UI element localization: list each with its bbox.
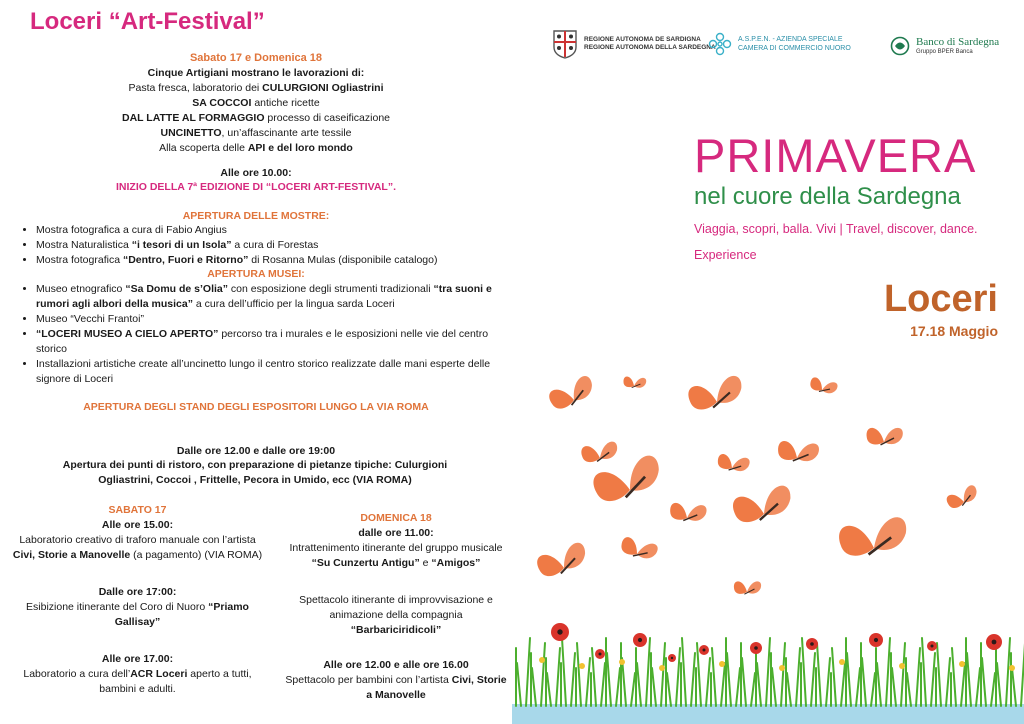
domenica-event-text-segment: e bbox=[419, 557, 432, 569]
sabato-event bbox=[10, 585, 265, 630]
yellow-flower bbox=[839, 659, 845, 665]
regione-line2: REGIONE AUTONOMA DELLA SARDEGNA bbox=[584, 44, 716, 51]
intro-line-segment: UNCINETTO bbox=[160, 127, 222, 139]
mostra-item-segment: “Dentro, Fuori e Ritorno” bbox=[122, 254, 249, 266]
mostra-item-segment: Mostra fotografica a cura di Fabio Angius bbox=[36, 224, 227, 236]
sabato-event-time: Alle ore 17.00: bbox=[101, 653, 174, 665]
museo-item bbox=[36, 327, 506, 357]
sabato-title: SABATO 17 bbox=[108, 504, 167, 516]
domenica-event-text-segment: “Amigos” bbox=[431, 557, 481, 569]
butterfly bbox=[866, 425, 904, 447]
artisans-intro bbox=[0, 66, 512, 156]
butterflies-illustration bbox=[512, 370, 1024, 610]
museo-item-segment: percorso tra i murales e le esposizioni nelle vie del centro storico bbox=[36, 328, 489, 355]
domenica-event-text bbox=[285, 593, 507, 638]
musei-heading: APERTURA MUSEI: bbox=[207, 268, 305, 280]
sabato-column bbox=[10, 503, 265, 697]
museo-item-segment: “Sa Domu de s’Olia” bbox=[125, 283, 229, 295]
edition-heading: INIZIO DELLA 7ª EDIZIONE DI “LOCERI ART-FESTIVAL”. bbox=[115, 181, 396, 193]
sabato-event-text-segment: ACR Loceri bbox=[130, 668, 188, 680]
aspen-line2: CAMERA DI COMMERCIO NUORO bbox=[738, 45, 851, 52]
yellow-flower bbox=[959, 661, 965, 667]
domenica-event bbox=[285, 593, 507, 638]
aspen-flower-icon bbox=[708, 32, 732, 56]
mostra-item bbox=[36, 223, 506, 238]
intro-line bbox=[0, 81, 512, 96]
intro-line-segment: , un’affascinante arte tessile bbox=[221, 127, 352, 139]
right-panel bbox=[512, 0, 1024, 724]
domenica-event-text-segment: Spettacolo itinerante di improvvisazione e animazione della compagnia bbox=[299, 594, 493, 621]
intro-line-segment: API e del loro mondo bbox=[247, 142, 353, 154]
sabato-event-text-segment: Esibizione itinerante del Coro di Nuoro bbox=[26, 601, 209, 613]
domenica-event-text bbox=[285, 541, 507, 571]
flower-meadow-illustration bbox=[512, 610, 1024, 724]
museo-item bbox=[36, 357, 506, 387]
mostra-item-segment: a cura di Forestas bbox=[231, 239, 319, 251]
butterfly bbox=[731, 484, 794, 524]
butterfly bbox=[535, 541, 590, 579]
museo-item-segment: Museo etnografico bbox=[36, 283, 126, 295]
yellow-flower bbox=[899, 663, 905, 669]
museo-item-segment: Museo “Vecchi Frantoi” bbox=[36, 313, 144, 325]
museo-item bbox=[36, 312, 506, 327]
headline: PRIMAVERA bbox=[694, 129, 977, 182]
yellow-flower bbox=[779, 665, 785, 671]
tagline-experience: Experience bbox=[694, 248, 757, 262]
yellow-flower bbox=[659, 665, 665, 671]
yellow-flower bbox=[579, 663, 585, 669]
intro-line-segment: antiche ricette bbox=[251, 97, 320, 109]
butterfly bbox=[808, 375, 838, 397]
town-name: Loceri bbox=[883, 278, 998, 320]
mostra-item-segment: Mostra Naturalistica bbox=[36, 239, 132, 251]
intro-line-segment: CULURGIONI Ogliastrini bbox=[262, 82, 384, 94]
festival-title: Loceri “Art-Festival” bbox=[30, 8, 265, 35]
logo-aspen bbox=[708, 28, 851, 60]
mostre-heading: APERTURA DELLE MOSTRE: bbox=[182, 210, 330, 222]
museo-item-segment: con esposizione degli strumenti tradizionali bbox=[228, 283, 434, 295]
butterfly bbox=[623, 375, 647, 390]
intro-line bbox=[0, 141, 512, 156]
subheadline: nel cuore della Sardegna bbox=[694, 183, 961, 210]
butterfly bbox=[838, 516, 908, 557]
sabato-event bbox=[10, 652, 265, 697]
intro-line bbox=[0, 111, 512, 126]
butterfly bbox=[581, 441, 619, 463]
sabato-event-text bbox=[10, 667, 265, 697]
domenica-event-text-segment: “Su Cunzertu Antigu” bbox=[311, 557, 420, 569]
butterfly bbox=[945, 484, 980, 510]
domenica-event-text-segment: Civi, Storie a Manovelle bbox=[366, 674, 507, 701]
domenica-event-text-segment: “Barbariciridicoli” bbox=[350, 624, 442, 636]
musei-list bbox=[20, 282, 506, 387]
mostre-list bbox=[20, 223, 506, 268]
intro-line-segment: SA COCCOI bbox=[192, 97, 252, 109]
sabato-event bbox=[10, 518, 265, 563]
intro-line-segment: Pasta fresca, laboratorio dei bbox=[128, 82, 263, 94]
sabato-event-time: Dalle ore 17:00: bbox=[98, 586, 177, 598]
museo-item-segment: Installazioni artistiche create all’uncinetto lungo il centro storico realizzate dalle mani esperte delle signore di Loceri bbox=[36, 358, 491, 385]
yellow-flower bbox=[719, 661, 725, 667]
mostra-item bbox=[36, 253, 506, 268]
banco-name: Banco di Sardegna bbox=[916, 36, 1000, 48]
butterfly bbox=[669, 500, 708, 525]
logo-banco bbox=[890, 30, 999, 62]
mostra-item-segment: di Rosanna Mulas (disponibile catalogo) bbox=[248, 254, 438, 266]
sabato-event-text-segment: Civi, Storie a Manovelle bbox=[12, 549, 131, 561]
intro-line bbox=[0, 66, 512, 81]
banco-circle-icon bbox=[890, 36, 910, 56]
museo-item-segment: a cura dell’ufficio per la lingua sarda Loceri bbox=[192, 298, 395, 310]
time-10: Alle ore 10.00: bbox=[220, 167, 292, 179]
intro-line bbox=[0, 126, 512, 141]
intro-line-segment: DAL LATTE AL FORMAGGIO bbox=[121, 112, 265, 124]
butterfly bbox=[776, 437, 820, 465]
butterfly bbox=[546, 374, 596, 411]
sabato-event-text-segment: (a pagamento) (VIA ROMA) bbox=[130, 549, 263, 561]
sabato-event-text-segment: aperto a tutti, bambini e adulti. bbox=[99, 668, 252, 695]
tagline: Viaggia, scopri, balla. Vivi | Travel, discover, dance. bbox=[694, 222, 978, 236]
intro-line-segment: Alla scoperta delle bbox=[159, 142, 248, 154]
domenica-event-text-segment: Intrattenimento itinerante del gruppo musicale bbox=[289, 542, 503, 554]
sabato-event-text-segment: “Priamo Gallisay” bbox=[114, 601, 249, 628]
event-date: 17.18 Maggio bbox=[910, 323, 998, 339]
domenica-event-time: Alle ore 12.00 e alle ore 16.00 bbox=[323, 659, 469, 671]
butterfly bbox=[590, 454, 664, 505]
mostra-item bbox=[36, 238, 506, 253]
festival-dates: Sabato 17 e Domenica 18 bbox=[189, 52, 323, 64]
ristoro-time: Dalle ore 12.00 e dalle ore 19:00 bbox=[176, 445, 336, 457]
stand-heading: APERTURA DEGLI STAND DEGLI ESPOSITORI LUNGO LA VIA ROMA bbox=[83, 401, 429, 413]
domenica-event-time: dalle ore 11.00: bbox=[358, 527, 434, 539]
butterfly bbox=[686, 375, 744, 412]
domenica-column bbox=[285, 511, 507, 703]
domenica-event-text bbox=[285, 673, 507, 703]
sabato-event-time: Alle ore 15.00: bbox=[101, 519, 174, 531]
yellow-flower bbox=[539, 657, 545, 663]
sabato-event-text bbox=[10, 533, 265, 563]
museo-item bbox=[36, 282, 506, 312]
domenica-event bbox=[285, 658, 507, 703]
domenica-event bbox=[285, 526, 507, 571]
mostra-item-segment: “i tesori di un Isola” bbox=[131, 239, 232, 251]
intro-line bbox=[0, 96, 512, 111]
ristoro-text: Apertura dei punti di ristoro, con preparazione di pietanze tipiche: Culurgioni Ogliastrini, Coccoi , Frittelle, Pecora in Umido, ecc (VIA ROMA) bbox=[62, 459, 448, 486]
domenica-event-text-segment: Spettacolo per bambini con l’artista bbox=[285, 674, 452, 686]
sabato-event-text-segment: Laboratorio a cura dell’ bbox=[23, 668, 131, 680]
sabato-event-text bbox=[10, 600, 265, 630]
museo-item-segment: “LOCERI MUSEO A CIELO APERTO” bbox=[36, 328, 219, 340]
mostra-item-segment: Mostra fotografica bbox=[36, 254, 123, 266]
intro-line-segment: processo di caseificazione bbox=[264, 112, 390, 124]
butterfly bbox=[733, 579, 761, 595]
museo-item-segment: “tra suoni e rumori agli albori della musica” bbox=[36, 283, 492, 310]
regione-crest-icon bbox=[552, 29, 578, 59]
yellow-flower bbox=[1009, 665, 1015, 671]
banco-sub: Gruppo BPER Banca bbox=[916, 49, 973, 55]
domenica-title: DOMENICA 18 bbox=[360, 512, 432, 524]
butterfly bbox=[619, 533, 659, 563]
intro-line-segment: Cinque Artigiani mostrano le lavorazioni di: bbox=[147, 67, 365, 79]
aspen-line1: A.S.P.E.N. - AZIENDA SPECIALE bbox=[738, 36, 843, 43]
sabato-event-text-segment: Laboratorio creativo di traforo manuale con l’artista bbox=[19, 534, 256, 546]
logo-regione bbox=[552, 28, 716, 60]
regione-line1: REGIONE AUTONOMA DE SARDIGNA bbox=[584, 36, 701, 43]
butterfly bbox=[716, 451, 751, 475]
yellow-flower bbox=[619, 659, 625, 665]
